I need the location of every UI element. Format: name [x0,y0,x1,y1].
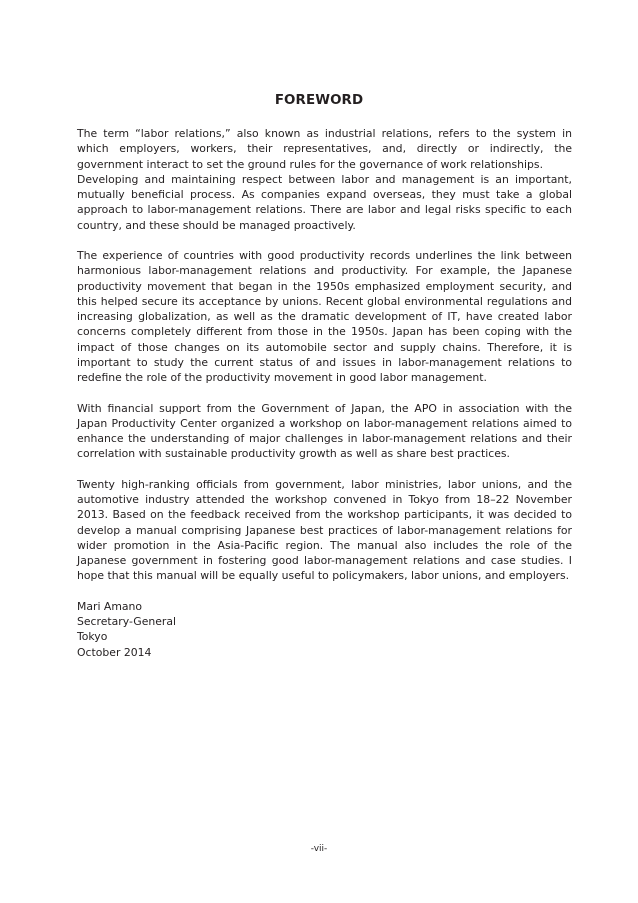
signature-block [77,599,572,660]
page-number: -vii- [310,844,328,854]
signatory-title: Secretary-General [77,615,177,628]
signatory-name: Mari Amano [77,599,143,613]
signature-date: October 2014 [77,645,152,659]
paragraph-1: The term “labor relations,” also known as industrial relations, refers to the system in which employers, workers, their representatives, and, directly or indirectly, the government interact to set the ground rules for the governance of work relationships. [77,127,572,171]
paragraph-3: The experience of countries with good productivity records underlines the link between harmonious labor-management relations and productivity. For example, the Japanese productivity movement that began in the 1950s emphasized employment security, and this helped secure its acceptance by unions. Recent global environmental regulations and increasing globalization, as well as the dramatic development of IT, have created labor concerns completely different from those in the 1950s. Japan has been coping with the impact of those changes on its automobile sector and supply chains. Therefore, it is important to study the current status of and issues in labor-management relations to redefine the role of the productivity movement in good labor management. [77,249,572,384]
signature-place: Tokyo [77,630,108,644]
paragraph-4: With financial support from the Government of Japan, the APO in association with the Japan Productivity Center organized a workshop on labor-management relations aimed to enhance the understanding of major challenges in labor-management relations and their correlation with sustainable productivity growth as well as share best practices. [77,401,572,461]
paragraph-5: Twenty high-ranking officials from government, labor ministries, labor unions, and the automotive industry attended the workshop convened in Tokyo from 18–22 November 2013. Based on the feedback received from the workshop participants, it was decided to develop a manual comprising Japanese best practices of labor-management relations for wider promotion in the Asia-Pacific region. The manual also includes the role of the Japanese government in fostering good labor-management relations and case studies. I hope that this manual will be equally useful to policymakers, labor unions, and employers. [77,477,572,583]
page-title: FOREWORD [274,93,364,108]
body-text [77,126,572,660]
paragraph-2: Developing and maintaining respect between labor and management is an important, mutually beneficial process. As companies expand overseas, they must take a global approach to labor-management relations. There are labor and legal risks specific to each country, and these should be managed proactively. [77,172,572,232]
